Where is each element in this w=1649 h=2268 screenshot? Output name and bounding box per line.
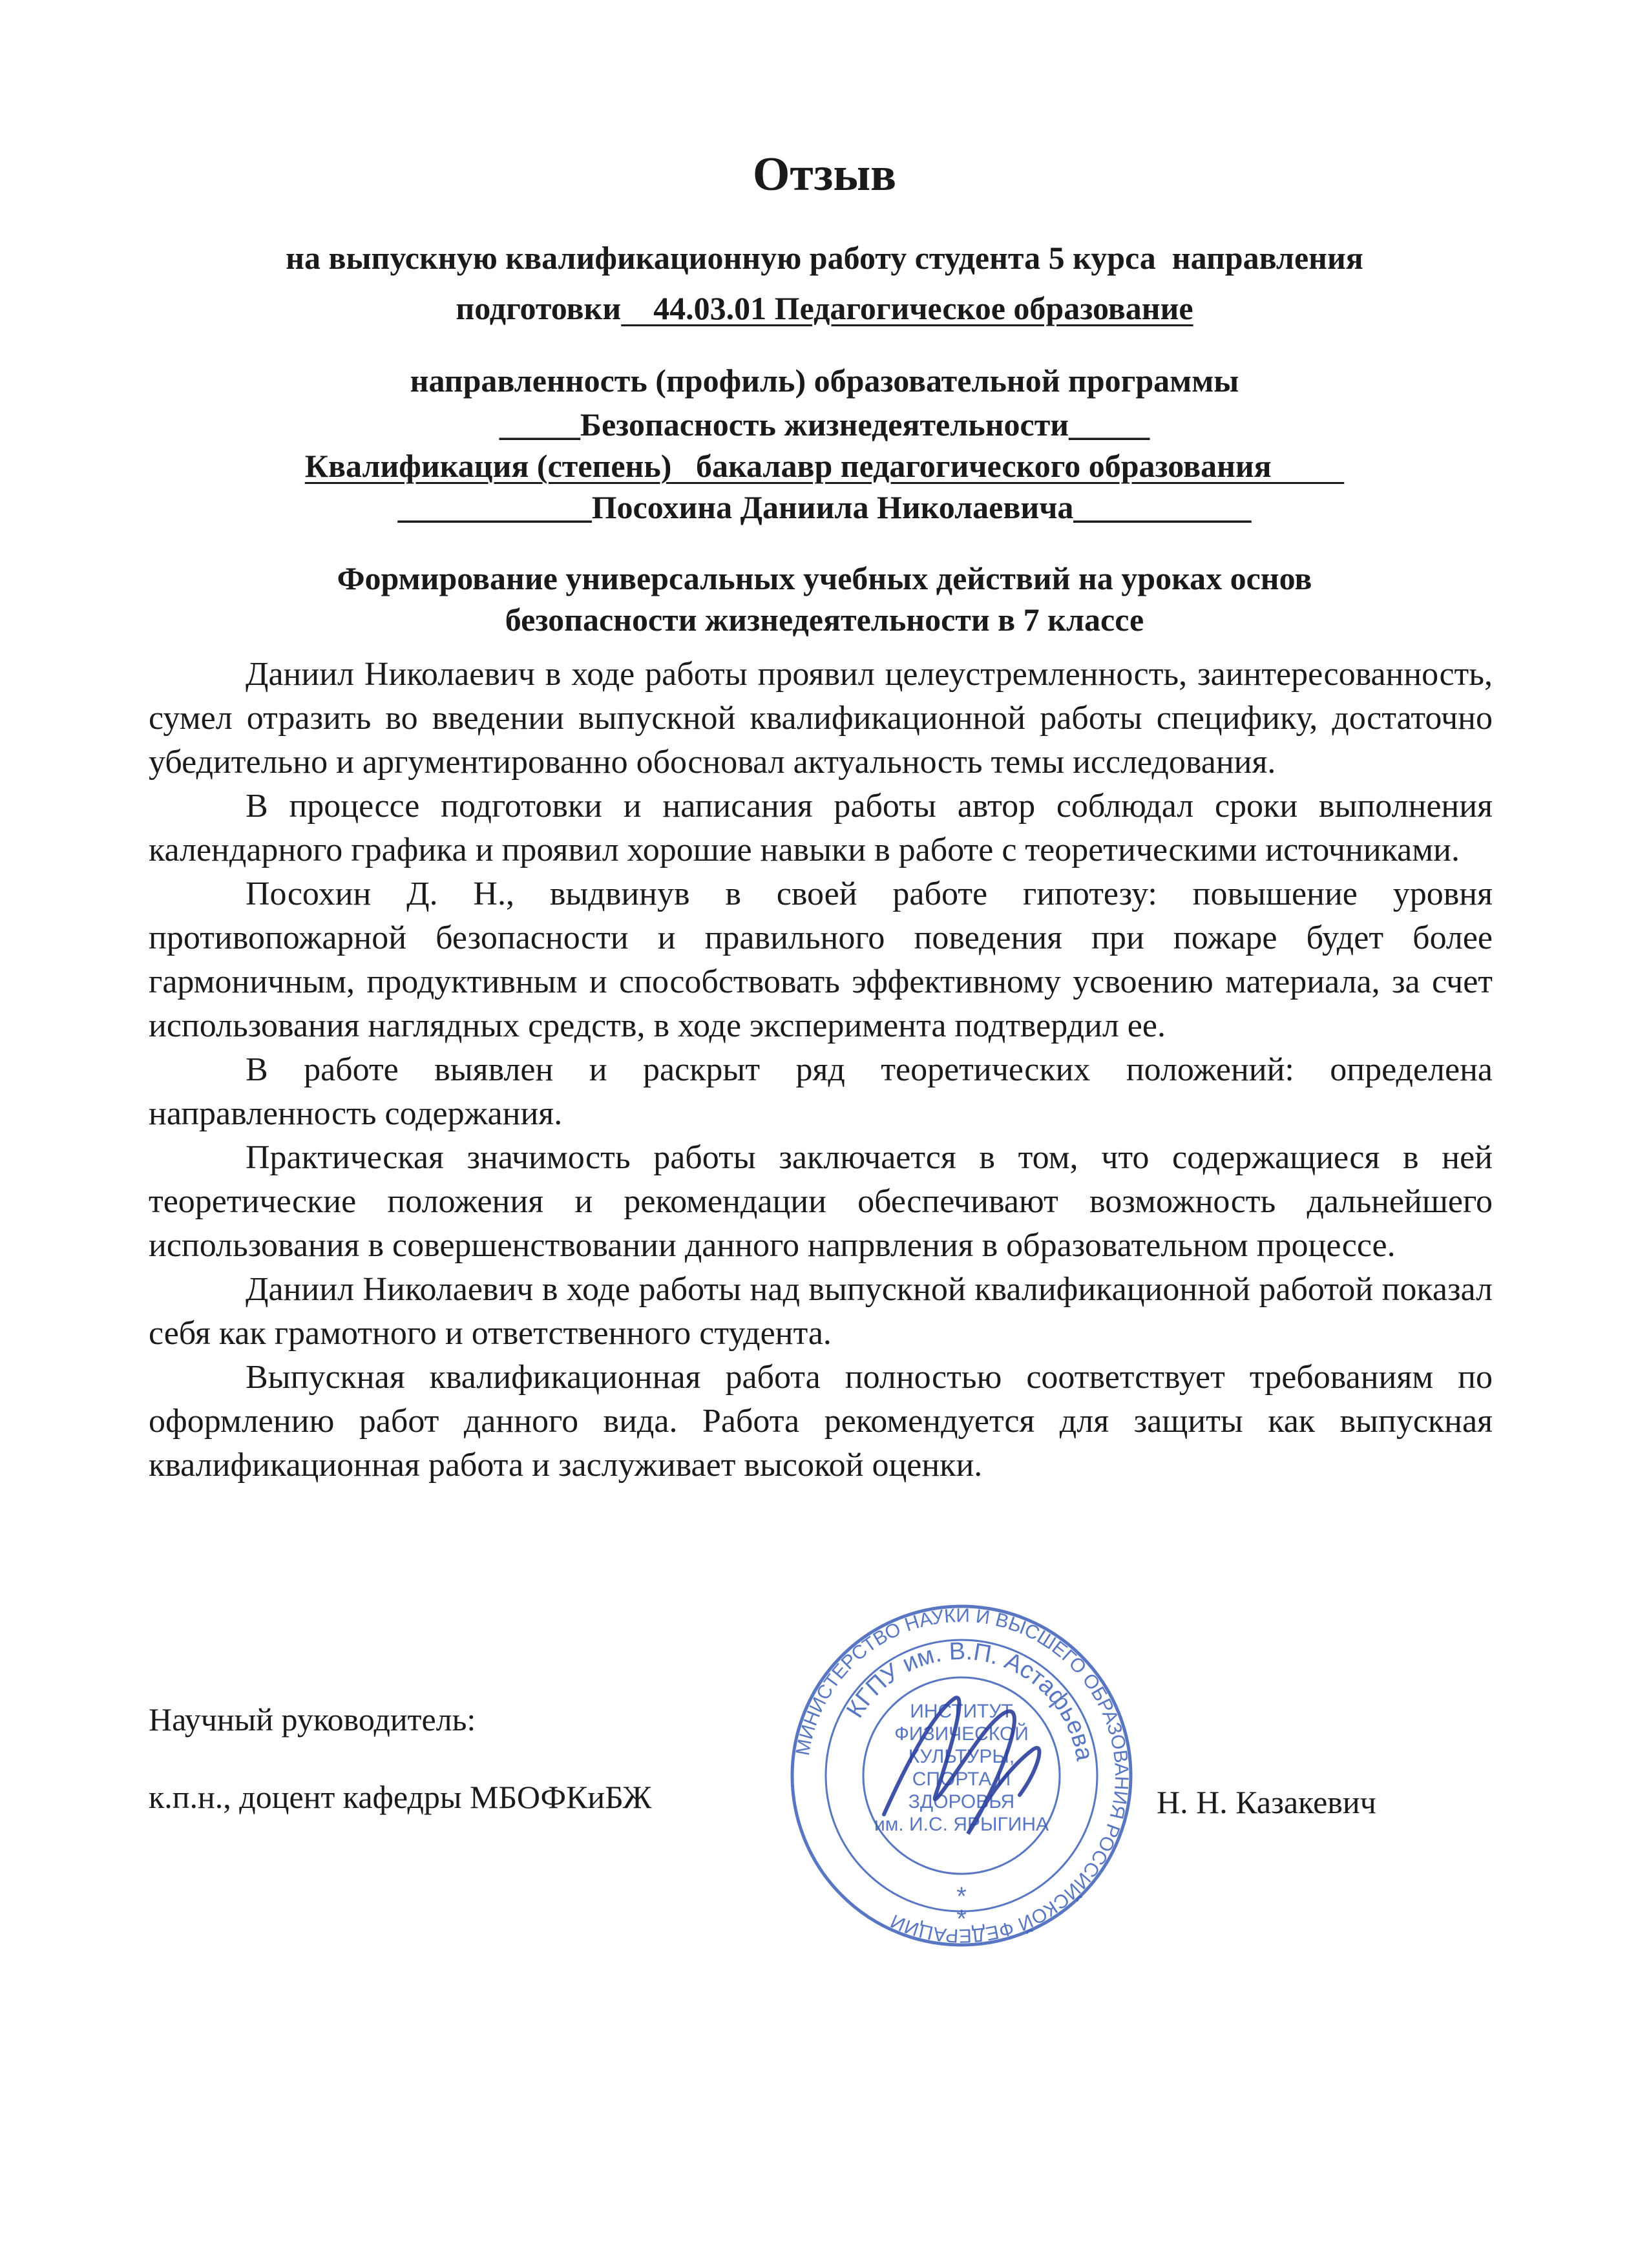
- header-line-5-value: бакалавр педагогического образования: [671, 448, 1345, 484]
- topic-line-2: безопасности жизнедеятельности в 7 классе: [505, 602, 1144, 638]
- stamp-star-icon: *: [956, 1882, 967, 1911]
- paragraph: Даниил Николаевич в ходе работы проявил целеустремленность, заинтересованность, сумел отразить во введении выпускной квалификационной работы специфику, достаточно убедительно и аргументированно обосновал актуальность темы исследования.: [149, 656, 1493, 781]
- institution-stamp: [787, 1601, 1136, 1950]
- header-line-2-value: 44.03.01 Педагогическое образование: [621, 290, 1193, 326]
- paragraph: Посохин Д. Н., выдвинув в своей работе гипотезу: повышение уровня противопожарной безопасности и правильного поведения при пожаре будет более гармоничным, продуктивным и способствовать эффективному усвоению материала, за счет использования наглядных средств, в ходе эксперимента подтвердил ее.: [149, 876, 1493, 1044]
- paragraph: Выпускная квалификационная работа полностью соответствует требованиям по оформлению работ данного вида. Работа рекомендуется для защиты как выпускная квалификационная работа и заслуживает высокой оценки.: [149, 1359, 1493, 1484]
- header-line-1: на выпускную квалификационную работу студента 5 курса направления: [286, 240, 1363, 276]
- header-line-3: направленность (профиль) образовательной программы: [410, 362, 1239, 399]
- paragraph: Практическая значимость работы заключается в том, что содержащиеся в ней теоретические положения и рекомендации обеспечивают возможность дальнейшего использования в совершенствовании данного напрвления в образовательном процессе.: [149, 1139, 1493, 1264]
- review-body: [149, 653, 1493, 1487]
- stamp-inner-line: ИНСТИТУТ: [910, 1701, 1013, 1722]
- supervisor-name: Н. Н. Казакевич: [1157, 1784, 1376, 1820]
- header-line-2: [0, 289, 1649, 327]
- supervisor-role: Научный руководитель:: [149, 1701, 476, 1738]
- header-line-6: ____________Посохина Даниила Николаевича___________: [397, 489, 1252, 525]
- stamp-inner-line: КУЛЬТУРЫ,: [908, 1746, 1015, 1767]
- stamp-inner-line: СПОРТА И: [912, 1769, 1011, 1790]
- paragraph: В работе выявлен и раскрыт ряд теоретических положений: определена направленность содержания.: [149, 1051, 1493, 1132]
- paragraph: Даниил Николаевич в ходе работы над выпускной квалификационной работой показал себя как грамотного и ответственного студента.: [149, 1271, 1493, 1352]
- stamp-middle-text: КГПУ им. В.П. Астафьева: [841, 1637, 1098, 1763]
- header-line-2-label: подготовки: [456, 290, 622, 326]
- stamp-inner-line: ЗДОРОВЬЯ: [908, 1791, 1015, 1812]
- stamp-star-icon: *: [956, 1905, 967, 1933]
- supervisor-position: к.п.н., доцент кафедры МБОФКиБЖ: [149, 1779, 652, 1815]
- stamp-inner-line: им. И.С. ЯРЫГИНА: [874, 1814, 1049, 1835]
- paragraph: В процессе подготовки и написания работы автор соблюдал сроки выполнения календарного графика и проявил хорошие навыки в работе с теоретическими источниками.: [149, 788, 1493, 868]
- stamp-inner-line: ФИЗИЧЕСКОЙ: [894, 1723, 1029, 1745]
- header-line-5: [0, 447, 1649, 485]
- document-title: Отзыв: [752, 148, 897, 201]
- stamp-outer-text: МИНИСТЕРСТВО НАУКИ И ВЫСШЕГО ОБРАЗОВАНИЯ РОССИЙСКОЙ ФЕДЕРАЦИИ: [792, 1604, 1133, 1947]
- header-line-4: _____Безопасность жизнедеятельности_____: [499, 406, 1150, 443]
- topic-line-1: Формирование универсальных учебных действий на уроках основ: [337, 560, 1312, 596]
- header-line-5-label: Квалификация (степень): [304, 448, 672, 484]
